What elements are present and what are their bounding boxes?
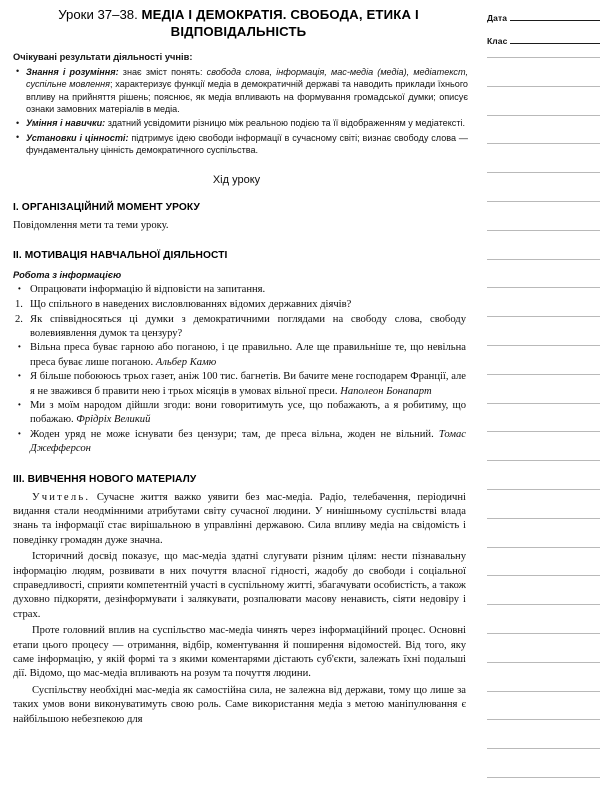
quote-author: Альбер Камю bbox=[155, 356, 217, 368]
section-heading-3: III. ВИВЧЕННЯ НОВОГО МАТЕРІАЛУ bbox=[13, 473, 197, 485]
rule-line bbox=[487, 547, 600, 548]
rule-line bbox=[487, 748, 600, 749]
list-item: • Опрацювати інформацію й відповісти на запитання. bbox=[13, 283, 470, 297]
list-item bbox=[13, 132, 470, 157]
rule-line bbox=[487, 287, 600, 288]
rule-line bbox=[487, 604, 600, 605]
title-topic: МЕДІА І ДЕМОКРАТІЯ. СВОБОДА, ЕТИКА І ВІДПОВІДАЛЬНІСТЬ bbox=[141, 7, 419, 39]
section-3-paragraph-3: Проте головний вплив на суспільство мас-медіа чинять через інформаційний процес. Основні етапи цього процесу — отримання, відбір, коментування й поширення відомостей. Від того, яку саме інформацію, у якій формі та з якими коментарями дістають суб'єкти, залежать їхні подальші дії. Відомо, що мас-медіа впливають на розум та почуття людини. bbox=[13, 625, 466, 680]
objective-lead: Уміння і навички: bbox=[26, 118, 106, 129]
list-item bbox=[13, 66, 470, 116]
rule-line bbox=[487, 86, 600, 87]
rule-line bbox=[487, 201, 600, 202]
date-field[interactable] bbox=[487, 11, 600, 23]
objectives-list bbox=[13, 66, 470, 157]
list-item bbox=[13, 428, 470, 456]
rule-line bbox=[487, 403, 600, 404]
list-item bbox=[13, 117, 470, 130]
rule-line bbox=[487, 143, 600, 144]
question-number: 2. bbox=[15, 313, 23, 325]
rule-line bbox=[487, 691, 600, 692]
rule-line bbox=[487, 431, 600, 432]
quote-text: Жоден уряд не може існувати без цензури; там, де преса вільна, жоден не вільний. bbox=[30, 429, 439, 441]
rule-line bbox=[487, 57, 600, 58]
objective-lead: Установки і цінності: bbox=[26, 132, 129, 143]
rule-line bbox=[487, 518, 600, 519]
objective-text-1: підтримує ідею свободи інформації в сучасному світі; визнає свободу слова — фундаментальну цінність демократичного суспільства. bbox=[26, 132, 468, 156]
class-write-line[interactable] bbox=[510, 34, 600, 44]
speaker-label: Учитель. bbox=[32, 491, 91, 503]
lesson-flow-heading: Хід уроку bbox=[212, 173, 261, 186]
quote-text: Вільна преса буває гарною або поганою, і це правильно. Але ще правильніше те, що невільна преса буває лише поганою. bbox=[30, 342, 466, 368]
paragraph-text: Сучасне життя важко уявити без мас-медіа. Радіо, телебачення, періодичні видання стали неодмінними атрибутами світу сучасної людини. У нинішньому суспільстві влада знань та інформації стає вирішальною в управлінні державою. Сила впливу медіа на свідомість і поведінку громадян дуже значна. bbox=[13, 491, 466, 546]
question-text: Що спільного в наведених висловлюваннях відомих державних діячів? bbox=[30, 298, 352, 310]
date-label: Дата bbox=[487, 13, 508, 23]
objective-text-2: ; характеризує функції медіа в демократичній державі та наводить приклади їхнього впливу на прийняття рішень; пояснює, як медіа впливають на формування громадської думки; описує ознаки замовних матеріалів в медіа. bbox=[26, 79, 468, 115]
list-item bbox=[13, 313, 470, 341]
list-item bbox=[13, 341, 470, 369]
date-write-line[interactable] bbox=[510, 11, 600, 21]
title-lesson-number: Уроки 37–38. bbox=[58, 7, 142, 22]
rule-line bbox=[487, 316, 600, 317]
rule-line bbox=[487, 662, 600, 663]
objective-text-1: знає зміст понять: bbox=[118, 66, 207, 77]
rule-line bbox=[487, 489, 600, 490]
rule-line bbox=[487, 259, 600, 260]
list-item bbox=[13, 298, 470, 312]
list-item bbox=[13, 370, 470, 398]
rule-line bbox=[487, 374, 600, 375]
rule-line bbox=[487, 345, 600, 346]
rule-line bbox=[487, 777, 600, 778]
section-3-paragraph-2: Історичний досвід показує, що мас-медіа здатні слугувати різним цілям: нести пізнавальну інформацію людям, розвивати в них почуття власної гідності, жадобу до свободи і соціальної справедливості, сприяти компетентній участі в суспільному житті, збагачувати особистість, а також духовно підкоряти, дезінформувати і залякувати, розпалювати масову ненависть, сіяти недовіру і страх. bbox=[13, 551, 466, 620]
objective-lead: Знання і розуміння: bbox=[26, 66, 119, 77]
class-label: Клас bbox=[487, 36, 508, 46]
section-heading-1: I. ОРГАНІЗАЦІЙНИЙ МОМЕНТ УРОКУ bbox=[13, 201, 200, 213]
section-1-paragraph: Повідомлення мети та теми уроку. bbox=[13, 219, 169, 231]
question-number: 1. bbox=[15, 298, 23, 310]
intro-task-list bbox=[13, 283, 470, 297]
questions-list bbox=[13, 298, 470, 341]
section-heading-2: II. МОТИВАЦІЯ НАВЧАЛЬНОЇ ДІЯЛЬНОСТІ bbox=[13, 250, 228, 262]
question-text: Як співвідносяться ці думки з демократичними поглядами на свободу слова, свободу волевиявлення думок та цензуру? bbox=[30, 313, 466, 339]
objectives-heading: Очікувані результати діяльності учнів: bbox=[13, 52, 193, 62]
rule-line bbox=[487, 633, 600, 634]
work-with-information-heading: Робота з інформацією bbox=[13, 270, 122, 281]
section-3-paragraph-4: Суспільству необхідні мас-медіа як самостійна сила, не залежна від держави, тому що лише за таких умов вони виконуватимуть свою роль. Саме використання медіа з метою маніпулювання є найбільшою небезпекою для bbox=[13, 684, 466, 725]
rule-line bbox=[487, 115, 600, 116]
section-3-paragraph-1 bbox=[13, 491, 470, 549]
quote-author: Томас Джефферсон bbox=[30, 429, 466, 455]
rule-line bbox=[487, 460, 600, 461]
quote-text: Ми з моїм народом дійшли згоди: вони говоритимуть усе, що побажають, а я робитиму, що побажаю. bbox=[30, 400, 466, 426]
page-title bbox=[13, 7, 470, 40]
rule-line bbox=[487, 719, 600, 720]
quote-author: Фрідріх Великий bbox=[76, 414, 151, 426]
quotes-list bbox=[13, 341, 470, 456]
quote-author: Наполеон Бонапарт bbox=[340, 385, 432, 397]
list-item bbox=[13, 399, 470, 427]
quote-text: Я більше побоююсь трьох газет, аніж 100 тис. багнетів. Ви бачите мене господарем Франції, але я не зважився б правити нею і трьох місяців в умовах вільної преси. bbox=[30, 371, 466, 397]
rule-line bbox=[487, 575, 600, 576]
rule-line bbox=[487, 172, 600, 173]
objective-terms: свобода слова, інформація, мас-медіа (медіа), медіатекст, суспільне мовлення bbox=[26, 66, 468, 90]
objectives-block bbox=[13, 51, 470, 157]
objective-text-1: здатний усвідомити різницю між реальною подією та її відображенням у медіатексті. bbox=[105, 118, 466, 129]
class-field[interactable] bbox=[487, 34, 600, 46]
rule-line bbox=[487, 230, 600, 231]
